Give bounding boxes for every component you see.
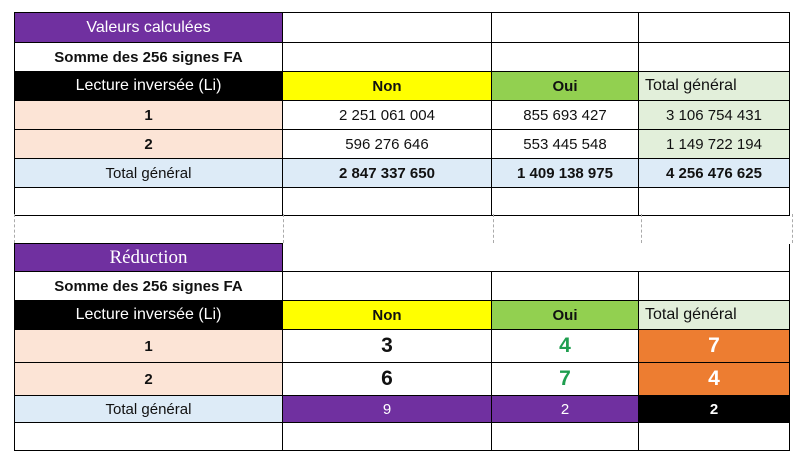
empty-cell	[283, 244, 492, 272]
cell-total: 7	[639, 330, 790, 363]
row-label: 1	[15, 330, 283, 363]
empty-cell	[283, 43, 492, 72]
empty-cell	[639, 272, 790, 301]
cell-oui: 553 445 548	[492, 130, 639, 159]
empty-cell	[639, 13, 790, 43]
empty-cell	[492, 43, 639, 72]
totals-label: Total général	[15, 396, 283, 423]
table2-title: Réduction	[15, 244, 283, 272]
column-header-total: Total général	[639, 72, 790, 101]
table-row	[15, 363, 790, 396]
empty-cell	[283, 423, 492, 451]
empty-cell	[492, 13, 639, 43]
cell-non: 6	[283, 363, 492, 396]
empty-cell	[492, 188, 639, 216]
empty-cell	[492, 423, 639, 451]
column-header-non: Non	[283, 301, 492, 330]
empty-cell	[492, 244, 639, 272]
table1-subtitle: Somme des 256 signes FA	[15, 43, 283, 72]
empty-cell	[283, 13, 492, 43]
cell-oui: 855 693 427	[492, 101, 639, 130]
total-non: 9	[283, 396, 492, 423]
total-oui: 1 409 138 975	[492, 159, 639, 188]
total-oui: 2	[492, 396, 639, 423]
table2-subtitle: Somme des 256 signes FA	[15, 272, 283, 301]
cell-non: 596 276 646	[283, 130, 492, 159]
empty-cell	[283, 188, 492, 216]
row-label: 2	[15, 130, 283, 159]
empty-cell	[15, 423, 283, 451]
empty-cell	[639, 244, 790, 272]
empty-cell	[283, 272, 492, 301]
grand-total: 4 256 476 625	[639, 159, 790, 188]
calculated-values-table	[14, 12, 790, 216]
column-header-non: Non	[283, 72, 492, 101]
column-header-total: Total général	[639, 301, 790, 330]
cell-oui: 7	[492, 363, 639, 396]
cell-total: 4	[639, 363, 790, 396]
cell-non: 2 251 061 004	[283, 101, 492, 130]
empty-cell	[15, 188, 283, 216]
cell-non: 3	[283, 330, 492, 363]
row-label-header: Lecture inversée (Li)	[15, 72, 283, 101]
totals-row	[15, 396, 790, 423]
table-row	[15, 130, 790, 159]
table-row	[15, 330, 790, 363]
gridline-gap	[14, 214, 793, 243]
totals-label: Total général	[15, 159, 283, 188]
row-label-header: Lecture inversée (Li)	[15, 301, 283, 330]
cell-total: 1 149 722 194	[639, 130, 790, 159]
cell-oui: 4	[492, 330, 639, 363]
grand-total: 2	[639, 396, 790, 423]
empty-cell	[639, 423, 790, 451]
empty-cell	[639, 43, 790, 72]
row-label: 2	[15, 363, 283, 396]
table-row	[15, 101, 790, 130]
total-non: 2 847 337 650	[283, 159, 492, 188]
column-header-oui: Oui	[492, 301, 639, 330]
empty-cell	[639, 188, 790, 216]
column-header-oui: Oui	[492, 72, 639, 101]
row-label: 1	[15, 101, 283, 130]
reduction-table	[14, 243, 790, 451]
totals-row	[15, 159, 790, 188]
cell-total: 3 106 754 431	[639, 101, 790, 130]
empty-cell	[492, 272, 639, 301]
table1-title: Valeurs calculées	[15, 13, 283, 43]
